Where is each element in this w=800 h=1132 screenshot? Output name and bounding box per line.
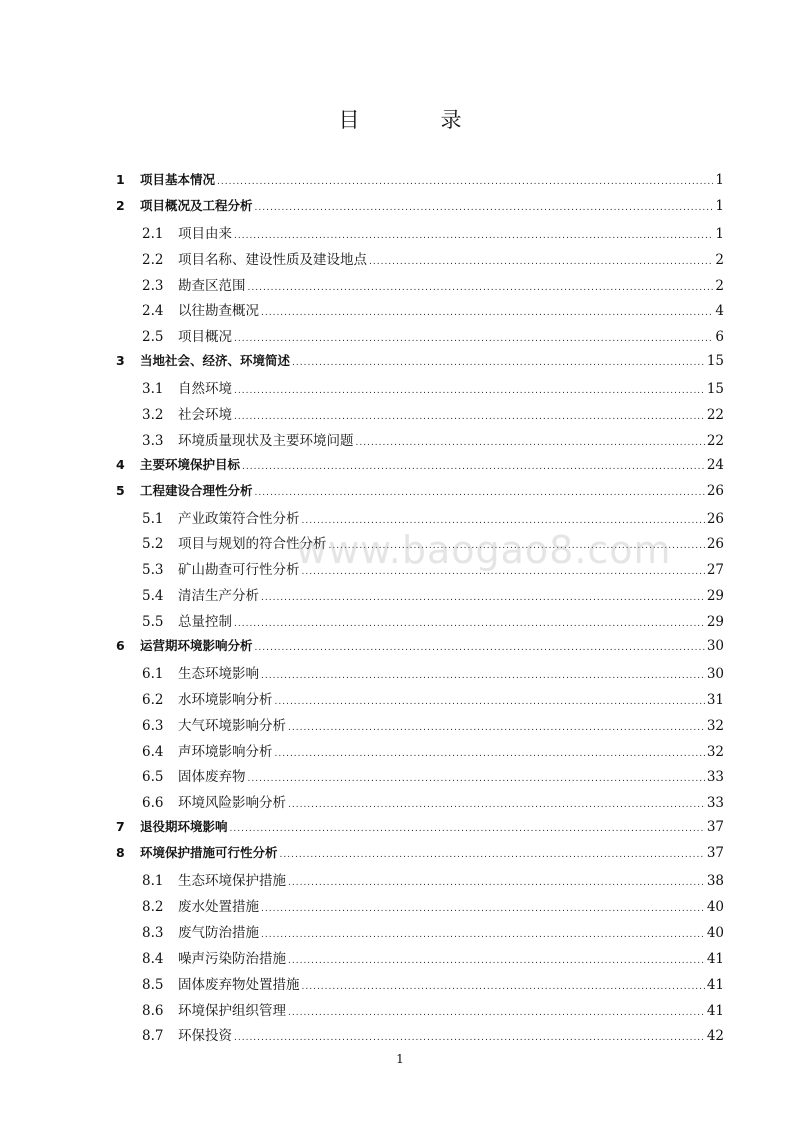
toc-entry-number: 5.3 — [142, 562, 164, 579]
toc-section-entry[interactable] — [116, 765, 724, 791]
toc-entry-page: 38 — [706, 873, 724, 890]
toc-dot-leader — [275, 697, 705, 707]
toc-entry-title: 运营期环境影响分析 — [140, 638, 253, 654]
toc-chapter-entry[interactable] — [116, 170, 724, 196]
toc-dot-leader — [275, 749, 705, 759]
toc-dot-leader — [261, 671, 705, 681]
toc-entry-page: 41 — [706, 950, 724, 967]
toc-section-entry[interactable] — [116, 274, 724, 300]
toc-entry-page: 26 — [706, 482, 724, 499]
toc-entry-page: 42 — [706, 1028, 724, 1045]
toc-entry-title: 环境风险影响分析 — [178, 795, 286, 812]
toc-entry-number: 7 — [116, 819, 125, 835]
toc-entry-title: 项目概况 — [178, 329, 232, 346]
toc-dot-leader — [288, 723, 705, 733]
toc-entry-page: 24 — [706, 456, 724, 473]
toc-section-entry[interactable] — [116, 895, 724, 921]
toc-section-entry[interactable] — [116, 791, 724, 817]
toc-entry-title: 声环境影响分析 — [178, 743, 273, 760]
toc-dot-leader — [248, 283, 714, 293]
toc-entry-number: 3.1 — [142, 381, 164, 398]
toc-entry-number: 3.3 — [142, 432, 164, 449]
toc-section-entry[interactable] — [116, 403, 724, 429]
toc-entry-title: 环境保护措施可行性分析 — [140, 845, 278, 861]
toc-entry-title: 废气防治措施 — [178, 924, 259, 941]
toc-entry-title: 工程建设合理性分析 — [140, 482, 253, 498]
toc-entry-page: 40 — [706, 898, 724, 915]
toc-entry-number: 2.2 — [142, 251, 164, 268]
toc-entry-page: 26 — [706, 536, 724, 553]
toc-entry-number: 8.1 — [142, 873, 164, 890]
toc-entry-number: 6.3 — [142, 717, 164, 734]
toc-entry-number: 8.6 — [142, 1002, 164, 1019]
toc-chapter-entry[interactable] — [116, 481, 724, 507]
toc-entry-page: 37 — [706, 819, 724, 836]
toc-entry-number: 4 — [116, 456, 125, 472]
toc-section-entry[interactable] — [116, 325, 724, 351]
toc-entry-title: 项目与规划的符合性分析 — [178, 536, 327, 553]
toc-dot-leader — [261, 904, 705, 914]
toc-section-entry[interactable] — [116, 973, 724, 999]
toc-entry-page: 4 — [715, 303, 724, 320]
toc-entry-title: 自然环境 — [178, 381, 232, 398]
toc-entry-page: 15 — [706, 381, 724, 398]
toc-dot-leader — [292, 358, 705, 368]
toc-dot-leader — [280, 850, 705, 860]
toc-entry-number: 6.5 — [142, 769, 164, 786]
toc-entry-number: 5.4 — [142, 588, 164, 605]
toc-chapter-entry[interactable] — [116, 636, 724, 662]
toc-entry-number: 3.2 — [142, 407, 164, 424]
toc-dot-leader — [234, 412, 705, 422]
toc-entry-number: 3 — [116, 353, 125, 369]
toc-entry-title: 生态环境影响 — [178, 665, 259, 682]
toc-entry-page: 2 — [715, 251, 724, 268]
toc-section-entry[interactable] — [116, 299, 724, 325]
toc-entry-title: 大气环境影响分析 — [178, 717, 286, 734]
toc-section-entry[interactable] — [116, 921, 724, 947]
toc-entry-number: 6.4 — [142, 743, 164, 760]
toc-chapter-entry[interactable] — [116, 817, 724, 843]
toc-dot-leader — [255, 488, 705, 498]
toc-entry-number: 2.4 — [142, 303, 164, 320]
toc-entry-title: 废水处置措施 — [178, 898, 259, 915]
toc-entry-page: 22 — [706, 407, 724, 424]
toc-entry-title: 固体废弃物 — [178, 769, 246, 786]
toc-section-entry[interactable] — [116, 662, 724, 688]
toc-entry-title: 固体废弃物处置措施 — [178, 976, 300, 993]
toc-section-entry[interactable] — [116, 507, 724, 533]
toc-entry-page: 32 — [706, 717, 724, 734]
toc-entry-number: 5 — [116, 482, 125, 498]
toc-entry-title: 项目由来 — [178, 225, 232, 242]
toc-entry-title: 以往勘查概况 — [178, 303, 259, 320]
toc-dot-leader — [230, 824, 705, 834]
toc-entry-title: 退役期环境影响 — [140, 819, 228, 835]
toc-entry-page: 1 — [715, 225, 724, 242]
toc-entry-title: 产业政策符合性分析 — [178, 510, 300, 527]
toc-dot-leader — [261, 593, 705, 603]
toc-section-entry[interactable] — [116, 999, 724, 1025]
toc-entry-title: 水环境影响分析 — [178, 691, 273, 708]
toc-section-entry[interactable] — [116, 1024, 724, 1050]
toc-entry-page: 1 — [715, 197, 724, 214]
toc-dot-leader — [329, 541, 705, 551]
toc-entry-title: 项目基本情况 — [140, 172, 216, 187]
toc-entry-page: 26 — [706, 510, 724, 527]
toc-section-entry[interactable] — [116, 377, 724, 403]
toc-entry-page: 1 — [715, 172, 724, 188]
toc-entry-page: 29 — [706, 588, 724, 605]
toc-entry-title: 主要环境保护目标 — [140, 456, 241, 472]
toc-entry-number: 8.3 — [142, 924, 164, 941]
toc-dot-leader — [302, 516, 705, 526]
toc-entry-number: 5.5 — [142, 614, 164, 631]
toc-entry-title: 矿山勘查可行性分析 — [178, 562, 300, 579]
toc-section-entry[interactable] — [116, 740, 724, 766]
toc-entry-number: 6.6 — [142, 795, 164, 812]
toc-entry-title: 生态环境保护措施 — [178, 873, 286, 890]
toc-entry-title: 环保投资 — [178, 1028, 232, 1045]
toc-entry-number: 8 — [116, 845, 125, 861]
page-title: 目 录 — [338, 108, 492, 132]
page-number: 1 — [396, 1052, 404, 1066]
toc-dot-leader — [234, 1033, 705, 1043]
table-of-contents — [116, 170, 724, 1050]
toc-entry-page: 41 — [706, 976, 724, 993]
toc-entry-number: 2.3 — [142, 277, 164, 294]
toc-section-entry[interactable] — [116, 610, 724, 636]
toc-dot-leader — [369, 257, 713, 267]
toc-entry-page: 37 — [706, 845, 724, 862]
toc-entry-page: 33 — [706, 795, 724, 812]
toc-entry-page: 29 — [706, 614, 724, 631]
toc-dot-leader — [242, 462, 705, 472]
toc-entry-title: 项目概况及工程分析 — [140, 197, 253, 213]
toc-dot-leader — [234, 619, 705, 629]
toc-dot-leader — [302, 982, 705, 992]
toc-entry-page: 41 — [706, 1002, 724, 1019]
toc-entry-number: 2.5 — [142, 329, 164, 346]
toc-entry-page: 31 — [706, 691, 724, 708]
toc-chapter-entry[interactable] — [116, 843, 724, 869]
watermark-text: www.baogao8.com — [296, 528, 672, 572]
toc-entry-number: 8.2 — [142, 898, 164, 915]
toc-entry-title: 噪声污染防治措施 — [178, 950, 286, 967]
toc-dot-leader — [234, 386, 705, 396]
toc-entry-number: 6 — [116, 638, 125, 654]
toc-section-entry[interactable] — [116, 869, 724, 895]
toc-chapter-entry[interactable] — [116, 196, 724, 222]
toc-entry-number: 8.7 — [142, 1028, 164, 1045]
toc-entry-title: 勘查区范围 — [178, 277, 246, 294]
toc-entry-title: 项目名称、建设性质及建设地点 — [178, 251, 367, 268]
toc-entry-page: 32 — [706, 743, 724, 760]
toc-section-entry[interactable] — [116, 429, 724, 455]
toc-chapter-entry[interactable] — [116, 351, 724, 377]
toc-entry-page: 2 — [715, 277, 724, 294]
toc-dot-leader — [288, 878, 705, 888]
toc-entry-number: 2.1 — [142, 225, 164, 242]
toc-entry-page: 30 — [706, 638, 724, 655]
toc-section-entry[interactable] — [116, 222, 724, 248]
toc-entry-number: 5.1 — [142, 510, 164, 527]
toc-section-entry[interactable] — [116, 558, 724, 584]
toc-dot-leader — [288, 956, 705, 966]
toc-entry-page: 27 — [706, 562, 724, 579]
toc-dot-leader — [255, 643, 705, 653]
toc-entry-page: 30 — [706, 665, 724, 682]
toc-entry-page: 15 — [706, 353, 724, 370]
toc-entry-number: 6.2 — [142, 691, 164, 708]
toc-section-entry[interactable] — [116, 584, 724, 610]
toc-entry-number: 2 — [116, 197, 125, 213]
toc-entry-page: 33 — [706, 769, 724, 786]
toc-entry-page: 40 — [706, 924, 724, 941]
toc-entry-title: 社会环境 — [178, 407, 232, 424]
toc-entry-title: 总量控制 — [178, 614, 232, 631]
toc-entry-number: 6.1 — [142, 665, 164, 682]
toc-dot-leader — [288, 1008, 705, 1018]
toc-entry-number: 5.2 — [142, 536, 164, 553]
toc-entry-page: 6 — [715, 329, 724, 346]
toc-chapter-entry[interactable] — [116, 455, 724, 481]
toc-entry-page: 22 — [706, 432, 724, 449]
toc-dot-leader — [234, 231, 713, 241]
toc-section-entry[interactable] — [116, 248, 724, 274]
toc-entry-number: 1 — [116, 172, 125, 187]
toc-section-entry[interactable] — [116, 947, 724, 973]
toc-dot-leader — [302, 567, 705, 577]
toc-entry-title: 清洁生产分析 — [178, 588, 259, 605]
toc-dot-leader — [288, 800, 705, 810]
toc-entry-title: 环境质量现状及主要环境问题 — [178, 432, 354, 449]
toc-dot-leader — [356, 438, 705, 448]
toc-section-entry[interactable] — [116, 688, 724, 714]
toc-dot-leader — [255, 203, 714, 213]
toc-entry-title: 当地社会、经济、环境简述 — [140, 353, 291, 369]
toc-dot-leader — [261, 308, 713, 318]
toc-entry-title: 环境保护组织管理 — [178, 1002, 286, 1019]
toc-entry-number: 8.5 — [142, 976, 164, 993]
toc-section-entry[interactable] — [116, 714, 724, 740]
toc-section-entry[interactable] — [116, 532, 724, 558]
toc-entry-number: 8.4 — [142, 950, 164, 967]
toc-dot-leader — [217, 177, 713, 187]
toc-dot-leader — [248, 774, 705, 784]
toc-dot-leader — [234, 334, 713, 344]
toc-dot-leader — [261, 930, 705, 940]
